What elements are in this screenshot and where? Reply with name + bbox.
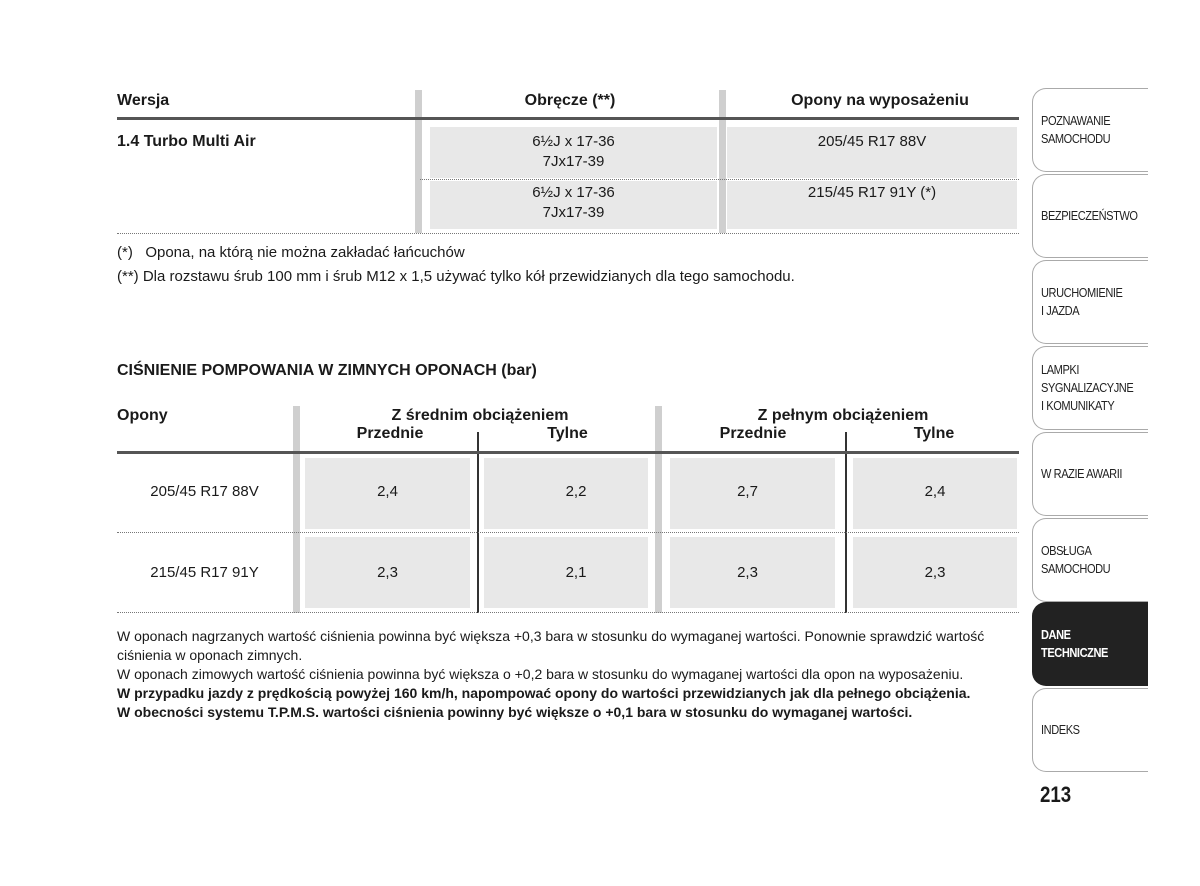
- tab-label: DANE TECHNICZNE: [1041, 627, 1108, 660]
- tab-label: LAMPKI SYGNALIZACYJNE I KOMUNIKATY: [1041, 362, 1134, 413]
- row-divider: [420, 179, 1019, 180]
- column-separator: [293, 406, 300, 613]
- tire-cell: 205/45 R17 88V: [817, 133, 927, 150]
- pressure-value: 2,4: [924, 483, 946, 500]
- header-tires-col: Opony: [117, 407, 168, 424]
- header-rims: Obręcze (**): [524, 92, 616, 109]
- header-rule: [117, 117, 1019, 120]
- tire-cell: 215/45 R17 91Y (*): [807, 184, 937, 201]
- tab-label: POZNAWANIE SAMOCHODU: [1041, 113, 1111, 146]
- pressure-value: 2,1: [565, 564, 587, 581]
- column-separator: [415, 90, 422, 233]
- tab-label: INDEKS: [1041, 722, 1080, 737]
- tab-label: URUCHOMIENIE I JAZDA: [1041, 285, 1123, 318]
- tab-label: W RAZIE AWARII: [1041, 466, 1123, 481]
- rim-line: 6½J x 17-36: [532, 133, 615, 150]
- rim-cell: [430, 132, 717, 172]
- tab-w-razie-awarii[interactable]: [1032, 432, 1148, 516]
- paragraph-tpms: W obecności systemu T.P.M.S. wartości ciśnienia powinny być większe o +0,1 bara w stosunku do wymaganej wartości.: [117, 704, 913, 720]
- pressure-value: 2,7: [737, 483, 758, 500]
- footnote: (*) Opona, na którą nie można zakładać łańcuchów: [117, 244, 465, 261]
- paragraph-high-speed: W przypadku jazdy z prędkością powyżej 160 km/h, napompować opony do wartości przewidzianych jak dla pełnego obciążenia.: [117, 685, 971, 701]
- tab-poznawanie-samochodu[interactable]: [1032, 88, 1148, 172]
- tire-size: 215/45 R17 91Y: [150, 564, 259, 581]
- pressure-value: 2,3: [737, 564, 758, 581]
- pressure-title: CIŚNIENIE POMPOWANIA W ZIMNYCH OPONACH (bar): [117, 362, 537, 379]
- subheader-front: Przednie: [356, 425, 424, 442]
- subheader-front: Przednie: [719, 425, 787, 442]
- tab-dane-techniczne[interactable]: [1032, 602, 1148, 686]
- tab-label: BEZPIECZEŃSTWO: [1041, 208, 1138, 223]
- row-divider: [117, 233, 1019, 234]
- subheader-rear: Tylne: [913, 425, 955, 442]
- rim-line: 7Jx17-39: [542, 153, 605, 170]
- column-line: [845, 432, 847, 613]
- subheader-rear: Tylne: [547, 425, 588, 442]
- pressure-value: 2,4: [377, 483, 398, 500]
- column-line: [477, 432, 479, 613]
- group-medium-load: Z średnim obciążeniem: [391, 407, 569, 424]
- header-tires: Opony na wyposażeniu: [791, 92, 969, 109]
- page-number: 213: [1040, 782, 1072, 807]
- header-version: Wersja: [117, 92, 170, 109]
- row-divider: [117, 612, 1019, 613]
- column-separator: [655, 406, 662, 613]
- rim-cell: [430, 183, 717, 223]
- tab-obsluga-samochodu[interactable]: [1032, 518, 1148, 602]
- group-full-load: Z pełnym obciążeniem: [757, 407, 929, 424]
- column-separator: [719, 90, 726, 233]
- tab-lampki-sygnalizacyjne[interactable]: [1032, 346, 1148, 430]
- header-rule: [117, 451, 1019, 454]
- version-name: 1.4 Turbo Multi Air: [117, 133, 256, 150]
- pressure-value: 2,2: [565, 483, 587, 500]
- tab-label: OBSŁUGA SAMOCHODU: [1041, 543, 1111, 576]
- pressure-value: 2,3: [924, 564, 946, 581]
- rim-line: 6½J x 17-36: [532, 184, 615, 201]
- tire-size: 205/45 R17 88V: [150, 483, 259, 500]
- pressure-value: 2,3: [377, 564, 398, 581]
- info-paragraph: [117, 627, 1017, 722]
- paragraph-warm-tires: W oponach nagrzanych wartość ciśnienia powinna być większa +0,3 bara w stosunku do wymaganej wartości. Ponownie sprawdzić wartość ciśnienia w oponach zimnych.: [117, 628, 985, 663]
- row-divider: [117, 532, 1019, 533]
- tab-indeks[interactable]: [1032, 688, 1148, 772]
- tab-bezpieczenstwo[interactable]: [1032, 174, 1148, 258]
- footnote: (**) Dla rozstawu śrub 100 mm i śrub M12 x 1,5 używać tylko kół przewidzianych dla tego samochodu.: [117, 268, 795, 285]
- rim-line: 7Jx17-39: [542, 204, 605, 221]
- paragraph-winter-tires: W oponach zimowych wartość ciśnienia powinna być większa o +0,2 bara w stosunku do wymaganej wartości dla opon na wyposażeniu.: [117, 666, 964, 682]
- tab-uruchomienie-i-jazda[interactable]: [1032, 260, 1148, 344]
